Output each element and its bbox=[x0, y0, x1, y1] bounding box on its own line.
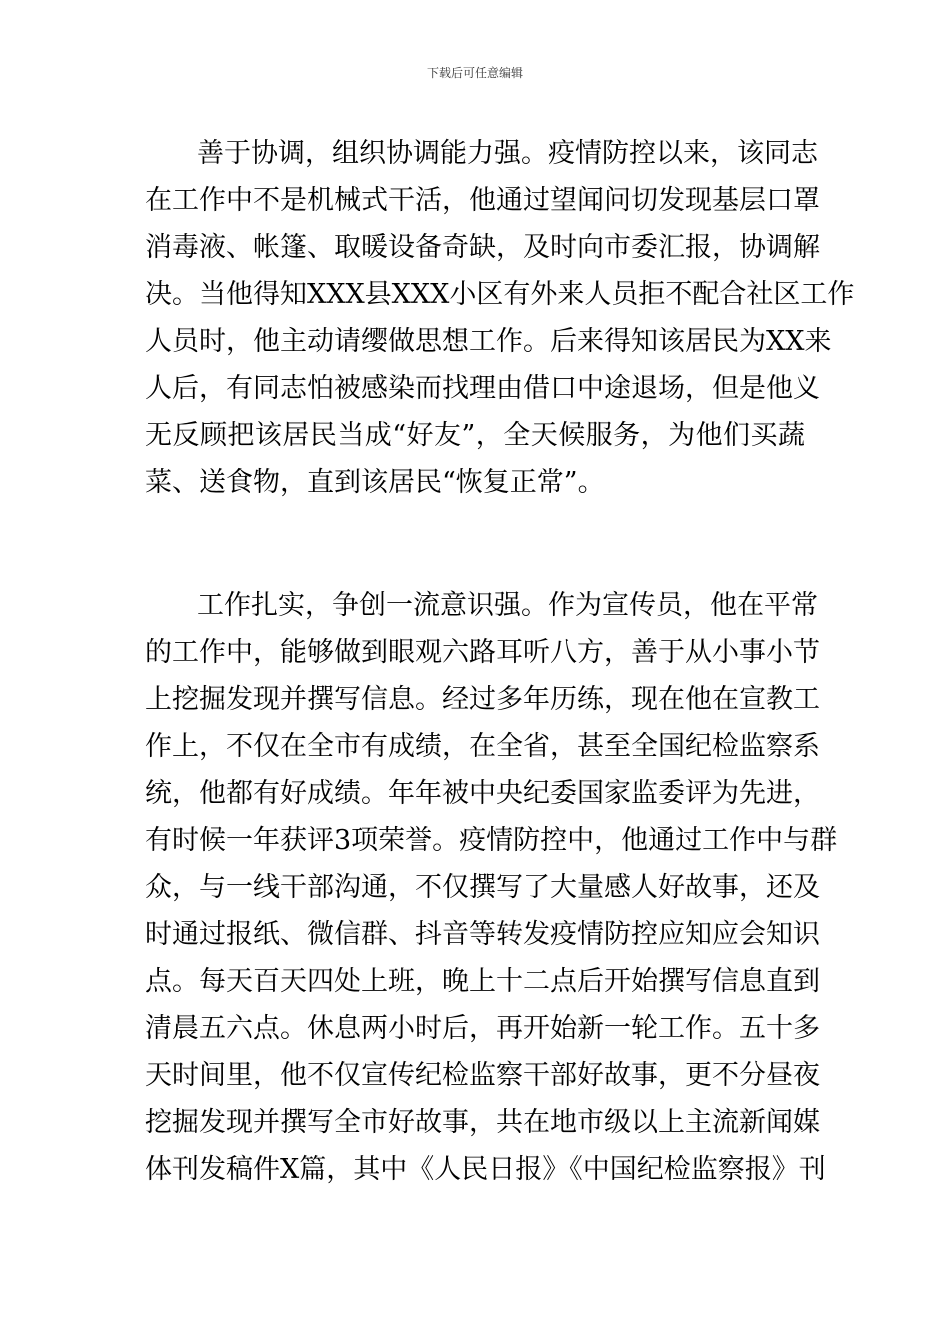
document-body bbox=[145, 130, 855, 1193]
paragraph-line: 的工作中，能够做到眼观六路耳听八方，善于从小事小节 bbox=[145, 637, 820, 668]
paragraph-line: 统，他都有好成绩。年年被中央纪委国家监委评为先进， bbox=[145, 778, 820, 809]
paragraph-gap bbox=[145, 506, 805, 582]
paragraph-line: 挖掘发现并撰写全市好故事，共在地市级以上主流新闻媒 bbox=[145, 1107, 820, 1138]
paragraph-line: 决。当他得知XXX县XXX小区有外来人员拒不配合社区工作 bbox=[145, 279, 855, 310]
paragraph-line: 菜、送食物，直到该居民“恢复正常”。 bbox=[145, 467, 605, 498]
paragraph-line: 善于协调，组织协调能力强。疫情防控以来，该同志 bbox=[197, 138, 818, 169]
paragraph-line: 工作扎实，争创一流意识强。作为宣传员，他在平常 bbox=[197, 590, 818, 621]
page-header: 下载后可任意编辑 bbox=[426, 66, 523, 80]
paragraph-line: 有时候一年获评3项荣誉。疫情防控中，他通过工作中与群 bbox=[145, 825, 838, 856]
paragraph-line: 天时间里，他不仅宣传纪检监察干部好故事，更不分昼夜 bbox=[145, 1060, 820, 1091]
paragraph-line: 人后，有同志怕被感染而找理由借口中途退场，但是他义 bbox=[145, 373, 820, 404]
paragraph-coordination bbox=[145, 130, 855, 506]
paragraph-line: 体刊发稿件X篇，其中《人民日报》《中国纪检监察报》刊 bbox=[145, 1154, 826, 1185]
paragraph-line: 时通过报纸、微信群、抖音等转发疫情防控应知应会知识 bbox=[145, 919, 820, 950]
paragraph-line: 无反顾把该居民当成“好友”，全天候服务，为他们买蔬 bbox=[145, 420, 805, 451]
paragraph-line: 众，与一线干部沟通，不仅撰写了大量感人好故事，还及 bbox=[145, 872, 820, 903]
paragraph-line: 点。每天百天四处上班，晚上十二点后开始撰写信息直到 bbox=[145, 966, 820, 997]
paragraph-line: 在工作中不是机械式干活，他通过望闻问切发现基层口罩 bbox=[145, 185, 820, 216]
paragraph-line: 作上，不仅在全市有成绩，在全省，甚至全国纪检监察系 bbox=[145, 731, 820, 762]
paragraph-line: 消毒液、帐篷、取暖设备奇缺，及时向市委汇报，协调解 bbox=[145, 232, 820, 263]
paragraph-line: 人员时，他主动请缨做思想工作。后来得知该居民为XX来 bbox=[145, 326, 832, 357]
paragraph-line: 清晨五六点。休息两小时后，再开始新一轮工作。五十多 bbox=[145, 1013, 820, 1044]
paragraph-line: 上挖掘发现并撰写信息。经过多年历练，现在他在宣教工 bbox=[145, 684, 820, 715]
paragraph-work-solid bbox=[145, 582, 838, 1193]
